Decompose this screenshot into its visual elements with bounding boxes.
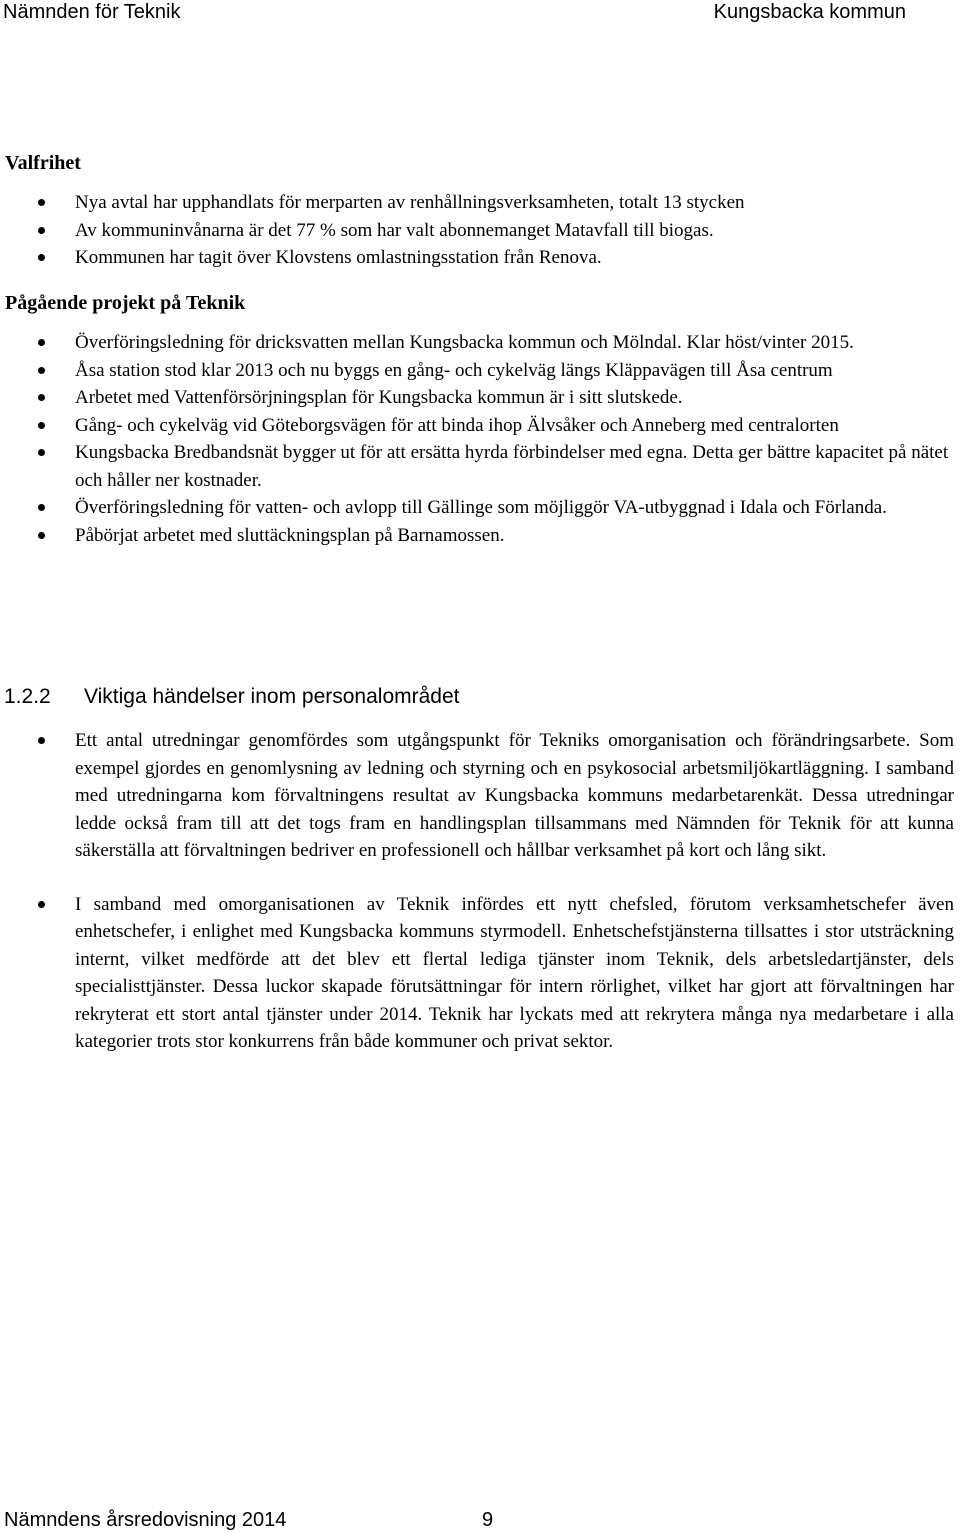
section-number: 1.2.2 — [4, 685, 51, 708]
bullet-list-personal — [0, 727, 960, 1056]
list-item: Överföringsledning för dricksvatten mellan Kungsbacka kommun och Mölndal. Klar höst/vinter 2015. — [0, 329, 960, 357]
list-item: Överföringsledning för vatten- och avlopp till Gällinge som möjliggör VA-utbyggnad i Idala och Förlanda. — [0, 494, 960, 522]
page-number: 9 — [482, 1509, 494, 1531]
bullet-list-valfrihet — [0, 189, 960, 272]
bullet-icon — [38, 199, 45, 206]
bullet-icon — [38, 367, 45, 374]
bullet-icon — [38, 227, 45, 234]
header-municipality: Kungsbacka kommun — [713, 1, 906, 23]
section-heading-valfrihet: Valfrihet — [5, 152, 81, 174]
bullet-icon — [38, 422, 45, 429]
bullet-icon — [38, 449, 45, 456]
bullet-icon — [38, 254, 45, 261]
list-item: Kungsbacka Bredbandsnät bygger ut för att ersätta hyrda förbindelser med egna. Detta ger bättre kapacitet på nätet och håller ner kostnader. — [0, 439, 960, 494]
list-item: Gång- och cykelväg vid Göteborgsvägen för att binda ihop Älvsåker och Anneberg med centralorten — [0, 412, 960, 440]
bullet-icon — [38, 532, 45, 539]
list-item: Åsa station stod klar 2013 och nu byggs en gång- och cykelväg längs Kläppavägen till Åsa centrum — [0, 357, 960, 385]
list-item: I samband med omorganisationen av Teknik infördes ett nytt chefsled, förutom verksamhetschefer även enhetschefer, i enlighet med Kungsbacka kommuns styrmodell. Enhetschefstjänsterna tillsattes i stor utsträckning internt, vilket medförde att det blev ett flertal lediga tjänster inom Teknik, dels arbetsledartjänster, dels specialisttjänster. Dessa luckor skapade förutsättningar för intern rörlighet, vilket har gjort att förvaltningen har rekryterat ett stort antal tjänster under 2014. Teknik har lyckats med att rekrytera många nya medarbetare i alla kategorier trots stor konkurrens från både kommuner och privat sektor. — [0, 891, 960, 1056]
bullet-icon — [38, 339, 45, 346]
section-title-personal: Viktiga händelser inom personalområdet — [84, 685, 460, 708]
header-organization: Nämnden för Teknik — [3, 1, 181, 23]
list-item: Av kommuninvånarna är det 77 % som har valt abonnemanget Matavfall till biogas. — [0, 217, 960, 245]
footer-title: Nämndens årsredovisning 2014 — [4, 1509, 287, 1531]
list-item: Arbetet med Vattenförsörjningsplan för Kungsbacka kommun är i sitt slutskede. — [0, 384, 960, 412]
list-item: Ett antal utredningar genomfördes som utgångspunkt för Tekniks omorganisation och förändringsarbete. Som exempel gjordes en genomlysning av ledning och styrning och en psykosocial arbetsmiljökartläggning. I samband med utredningarna kom förvaltningens resultat av Kungsbacka kommuns medarbetarenkät. Dessa utredningar ledde också fram till att det togs fram en handlingsplan tillsammans med Nämnden för Teknik för att kunna säkerställa att förvaltningen bedriver en professionell och hållbar verksamhet på kort och lång sikt. — [0, 727, 960, 865]
bullet-list-projekt — [0, 329, 960, 549]
section-heading-projekt: Pågående projekt på Teknik — [5, 292, 246, 314]
bullet-icon — [38, 504, 45, 511]
list-item: Nya avtal har upphandlats för merparten av renhållningsverksamheten, totalt 13 stycken — [0, 189, 960, 217]
list-item: Påbörjat arbetet med sluttäckningsplan på Barnamossen. — [0, 522, 960, 550]
bullet-icon — [38, 737, 45, 744]
bullet-icon — [38, 394, 45, 401]
bullet-icon — [38, 901, 45, 908]
list-item: Kommunen har tagit över Klovstens omlastningsstation från Renova. — [0, 244, 960, 272]
